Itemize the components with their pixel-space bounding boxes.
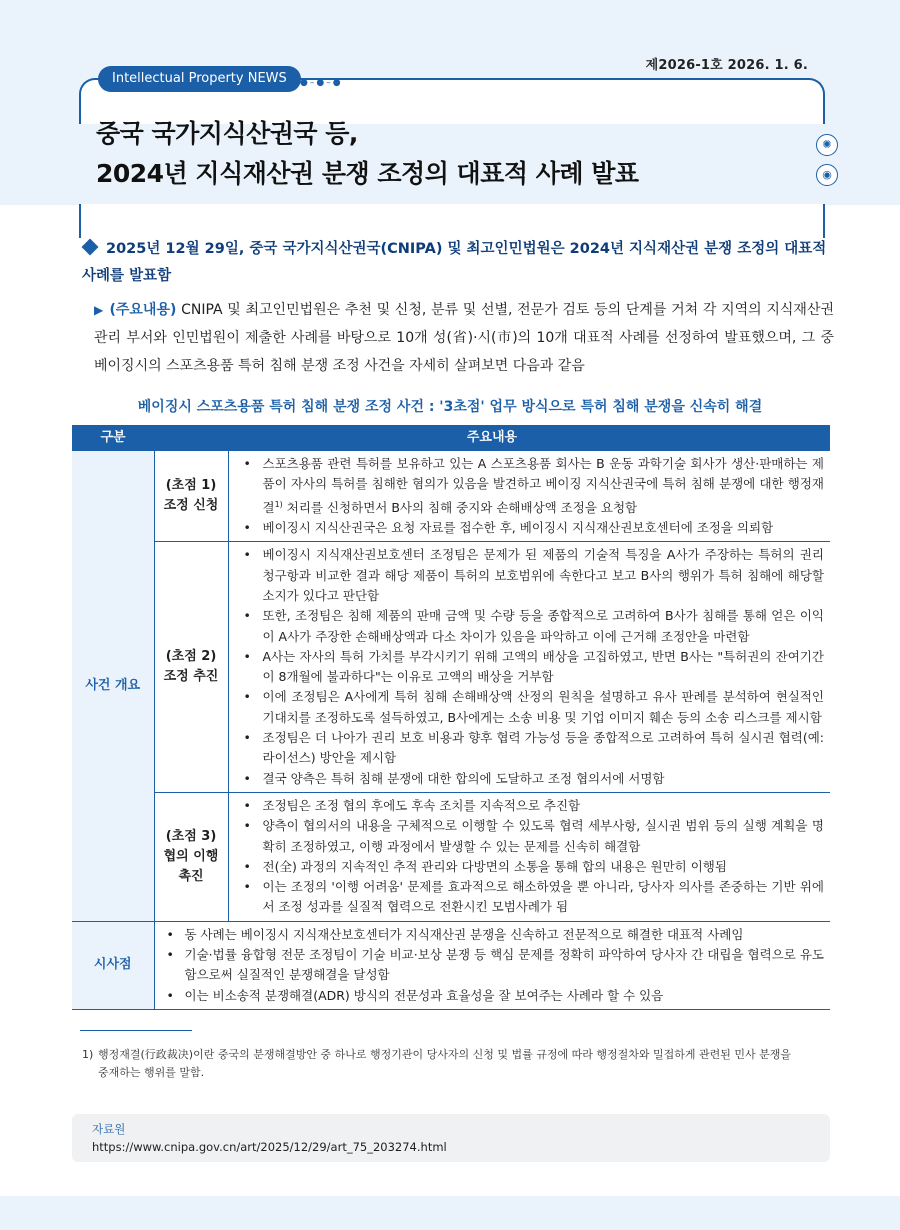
dots-decoration-icon: ●–●–●	[300, 78, 343, 88]
focus-2-content	[228, 542, 830, 793]
focus-1-item-tail: 처리를 신청하면서 B사의 침해 중지와 손해배상액 조정을 요청함	[282, 499, 638, 515]
table-row	[72, 542, 830, 793]
focus-3-content	[228, 792, 830, 921]
focus-1-label	[154, 451, 228, 542]
footnote-text-continued: 중재하는 행위를 말함.	[98, 1066, 205, 1079]
list-item: • 조정팀은 조정 협의 후에도 후속 조치를 지속적으로 추진함	[237, 796, 825, 816]
title-line-1: 중국 국가지식산권국 등,	[96, 119, 358, 148]
case-title: 베이징시 스포츠용품 특허 침해 분쟁 조정 사건 : '3초점' 업무 방식으로 특허 침해 분쟁을 신속히 해결	[137, 399, 763, 415]
implications-label: 시사점	[72, 921, 154, 1009]
lead-text: 2025년 12월 29일, 중국 국가지식산권국(CNIPA) 및 최고인민법원은 2024년 지식재산권 분쟁 조정의 대표적 사례를 발표함	[82, 241, 827, 284]
focus-3-number: (초점 3)	[165, 828, 217, 844]
list-item: • 전(全) 과정의 지속적인 추적 관리와 다방면의 소통을 통해 합의 내용은 원만히 이행됨	[237, 857, 825, 877]
globe-icon: ◉	[816, 164, 838, 186]
lightbulb-icon: ✺	[816, 134, 838, 156]
list-item: • 또한, 조정팀은 침해 제품의 판매 금액 및 수량 등을 종합적으로 고려하여 B사가 침해를 통해 얻은 이익이 A사가 주장한 손해배상액과 다소 차이가 있음을 파악하고 이에 근거해 조정안을 마련함	[237, 606, 825, 647]
cube-bullet-icon	[82, 239, 99, 256]
list-item: • 이에 조정팀은 A사에게 특허 침해 손해배상액 산정의 원칙을 설명하고 유사 판례를 분석하여 현실적인 기대치를 조정하도록 설득하였고, B사에게는 소송 비용 및 기업 이미지 훼손 등의 소송 리스크를 제시함	[237, 687, 825, 728]
list-item: • A사는 자사의 특허 가치를 부각시키기 위해 고액의 배상을 고집하였고, 반면 B사는 "특허권의 잔여기간이 8개월에 불과하다"는 이유로 고액의 배상을 거부함	[237, 647, 825, 688]
source-link[interactable]: https://www.cnipa.gov.cn/art/2025/12/29/art_75_203274.html	[92, 1140, 447, 1154]
focus-2-number: (초점 2)	[165, 649, 217, 665]
list-item: • 베이징시 지식산권국은 요청 자료를 접수한 후, 베이징시 지식재산권보호센터에 조정을 의뢰함	[237, 518, 825, 538]
list-item: • 이는 조정의 '이행 어려움' 문제를 효과적으로 해소하였을 뿐 아니라, 당사자 의사를 존중하는 기반 위에서 조정 성과를 실질적 협력으로 전환시킨 모범사례가 됨	[237, 877, 825, 918]
list-item: • 기술·법률 융합형 전문 조정팀이 기술 비교·보상 분쟁 등 핵심 문제를 정확히 파악하여 당사자 간 대립을 협력으로 유도함으로써 실질적인 분쟁해결을 달성함	[163, 945, 825, 986]
title-line-2: 2024년 지식재산권 분쟁 조정의 대표적 사례 발표	[96, 159, 639, 188]
table-row	[72, 921, 830, 1009]
focus-1-number: (초점 1)	[165, 478, 217, 494]
header-category: 구분	[72, 425, 154, 451]
main-content-bullet	[94, 296, 834, 380]
table-row	[72, 451, 830, 542]
list-item: • 베이징시 지식재산권보호센터 조정팀은 문제가 된 제품의 기술적 특징을 A사가 주장하는 특허의 권리 청구항과 비교한 결과 해당 제품이 특허의 보호범위에 속한다고 보고 B사의 행위가 특허 침해에 해당할 소지가 있다고 판단함	[237, 545, 825, 606]
list-item: • 동 사례는 베이징시 지식재산보호센터가 지식재산권 분쟁을 신속하고 전문적으로 해결한 대표적 사례임	[163, 925, 825, 945]
triangle-bullet-icon: ▶	[94, 303, 104, 317]
footer-band	[0, 1196, 900, 1230]
lead-bullet	[82, 236, 842, 290]
focus-1-item-text: 스포츠용품 관련 특허를 보유하고 있는 A 스포츠용품 회사는 B 운동 과학기술 회사가 생산·판매하는 제품이 자사의 특허를 침해한 혐의가 있음을 발견하고 베이징 지식산권국에 특허 침해 분쟁에 대한 행정재결	[262, 456, 824, 515]
page-title	[96, 114, 639, 194]
list-item: • 결국 양측은 특허 침해 분쟁에 대한 합의에 도달하고 조정 협의서에 서명함	[237, 769, 825, 789]
case-table	[72, 425, 830, 1010]
newsletter-badge: Intellectual Property NEWS	[98, 66, 301, 92]
main-content-text: CNIPA 및 최고인민법원은 추천 및 신청, 분류 및 선별, 전문가 검토 등의 단계를 거쳐 각 지역의 지식재산권 관리 부서와 인민법원이 제출한 사례를 바탕으로 10개 성(省)·시(市)의 10개 대표적 사례를 선정하여 발표했으며, 그 중 베이징시의 스포츠용품 특허 침해 분쟁 조정 사건을 자세히 살펴보면 다음과 같음	[94, 302, 834, 374]
source-label: 자료원	[92, 1122, 126, 1136]
footnote-text: 행정재결(行政裁决)이란 중국의 분쟁해결방안 중 하나로 행정기관이 당사자의 신청 및 법률 규정에 따라 행정절차와 밀접하게 관련된 민사 분쟁을	[98, 1048, 791, 1061]
source-box	[72, 1114, 830, 1162]
table-header-row	[72, 425, 830, 451]
focus-2-label	[154, 542, 228, 793]
list-item	[237, 454, 825, 518]
footnote-divider	[80, 1030, 192, 1031]
focus-1-name: 조정 신청	[163, 498, 219, 514]
focus-3-label	[154, 792, 228, 921]
footnote-mark: 1)	[274, 499, 283, 509]
implications-content	[154, 921, 830, 1009]
focus-3-name-2: 촉진	[178, 868, 204, 884]
focus-2-name: 조정 추진	[163, 669, 219, 685]
issue-number: 제2026-1호 2026. 1. 6.	[645, 58, 808, 73]
footnote	[82, 1046, 832, 1082]
header-content: 주요내용	[154, 425, 830, 451]
focus-3-name: 협의 이행	[163, 848, 219, 864]
main-content-label: (주요내용)	[109, 302, 177, 318]
list-item: • 양측이 협의서의 내용을 구체적으로 이행할 수 있도록 협력 세부사항, 실시권 범위 등의 실행 계획을 명확히 조정하였고, 이행 과정에서 발생할 수 있는 문제를 신속히 해결함	[237, 816, 825, 857]
footnote-number: 1)	[82, 1048, 94, 1061]
table-row	[72, 792, 830, 921]
focus-1-content	[228, 451, 830, 542]
list-item: • 이는 비소송적 분쟁해결(ADR) 방식의 전문성과 효율성을 잘 보여주는 사례라 할 수 있음	[163, 986, 825, 1006]
list-item: • 조정팀은 더 나아가 권리 보호 비용과 향후 협력 가능성 등을 종합적으로 고려하여 특허 실시권 협력(예: 라이선스) 방안을 제시함	[237, 728, 825, 769]
case-overview-label: 사건 개요	[72, 451, 154, 921]
